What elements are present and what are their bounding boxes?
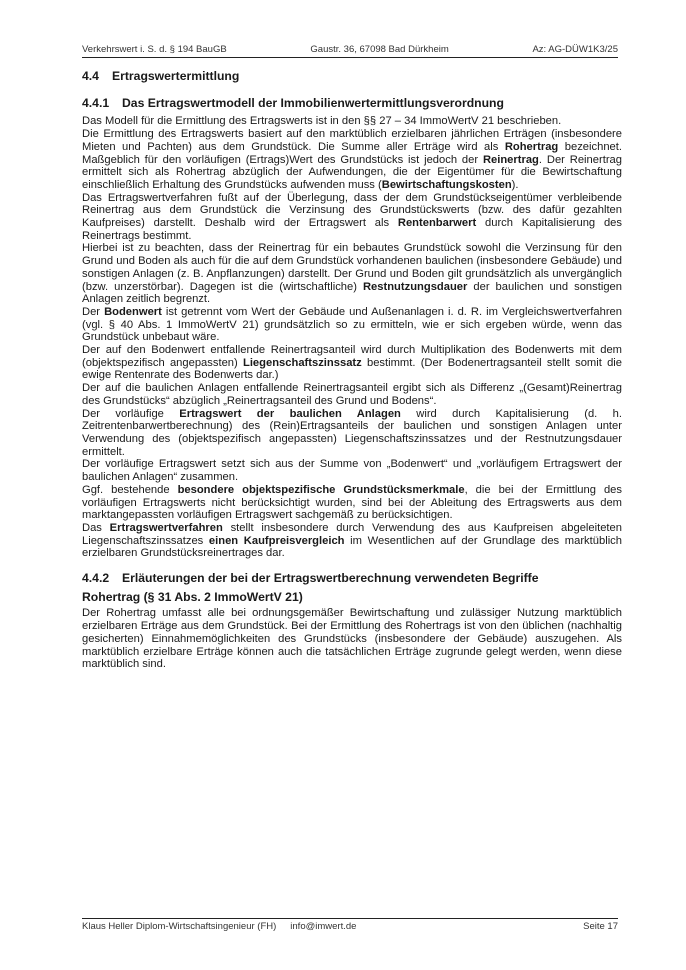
term-heading-rohertrag: Rohertrag (§ 31 Abs. 2 ImmoWertV 21)	[82, 589, 303, 604]
paragraph-9: Der vorläufige Ertragswert setzt sich aus der Summe von „Bodenwert“ und „vorläufigem Ertragswert der baulichen Anlagen“ zusammen.	[82, 458, 622, 484]
paragraph-1: Das Modell für die Ermittlung des Ertragswerts ist in den §§ 27 – 34 ImmoWertV 21 beschrieben.	[82, 115, 562, 128]
text-run: durch Kapitalisierung des Reinertrags bestimmt.	[82, 217, 622, 242]
paragraph-10	[82, 484, 622, 522]
header-left: Verkehrswert i. S. d. § 194 BauGB	[82, 44, 227, 55]
term-liegenschaftszinssatz: Liegenschaftszinssatz	[242, 356, 362, 369]
paragraph-4	[82, 242, 622, 306]
subsection-title-2: Erläuterungen der bei der Ertragswertberechnung verwendeten Begriffe	[122, 571, 539, 586]
text-run: Hierbei ist zu beachten, dass der Reinertrag für ein bebautes Grundstück sowohl die Verzinsung für den Grund und Boden als auch für die auf dem Grundstück vorhandenen baulichen (insbesondere Gebäude) und sonstigen Anlagen (z. B. Anpflanzungen) darstellt. Der Grund und Boden gilt grundsätzlich als unvergänglich (bzw. unzerstörbar). Dagegen ist die (wirtschaftliche)	[82, 242, 622, 293]
text-run: Der	[82, 305, 105, 318]
text-run: im Wesentlichen auf der Grundlage des marktüblich erzielbaren Grundstücksreinertrages dar.	[82, 534, 622, 560]
page-header	[82, 44, 618, 58]
text-run: ist getrennt vom Wert der Gebäude und Außenanlagen i. d. R. im Vergleichswertverfahren (vgl. § 40 Abs. 1 ImmoWertV 21) grundsätzlich so zu ermitteln, wie er sich ergeben würde, wenn das Grundstück unbebaut wäre.	[82, 305, 622, 344]
page-content	[82, 68, 622, 671]
paragraph-12: Der Rohertrag umfasst alle bei ordnungsgemäßer Bewirtschaftung und zulässiger Nutzung marktüblich erzielbaren Erträge aus dem Grundstück. Bei der Ermittlung des Rohertrags ist von den üblichen (nachhaltig gesicherten) Einnahmemöglichkeiten des Grundstücks (insbesondere der Gebäude) auszugehen. Als marktüblich erzielbare Erträge können auch die tatsächlichen Erträge zugrunde gelegt werden, wenn diese marktüblich sind.	[82, 607, 622, 671]
paragraph-6	[82, 344, 622, 382]
term-ertragswertverfahren: Ertragswertverfahren	[109, 521, 223, 534]
subsection-title-1: Das Ertragswertmodell der Immobilienwertermittlungsverordnung	[122, 95, 504, 110]
paragraph-5	[82, 306, 622, 344]
term-rentenbarwert: Rentenbarwert	[397, 217, 477, 230]
paragraph-2	[82, 128, 622, 192]
subsection-number-1: 4.4.1	[82, 95, 110, 110]
footer-email: info@imwert.de	[290, 921, 357, 932]
paragraph-11	[82, 522, 622, 560]
text-run: , die bei der Ermittlung des vorläufigen Ertragswerts nicht berücksichtigt wurden, sind bei der Ableitung des Ertragswerts aus dem marktangepassten vorläufigen Ertragswert sachgemäß zu berücksichtigen.	[82, 483, 622, 522]
text-run: ).	[511, 178, 519, 191]
term-restnutzungsdauer: Restnutzungsdauer	[362, 280, 468, 293]
section-heading	[82, 70, 622, 83]
text-run: wird durch Kapitalisierung (d. h. Zeitrentenbarwertberechnung) des (Rein)Ertragsanteils der baulichen und sonstigen Anlagen unter Verwendung des (objektspezifisch angepassten) Liegenschaftszinssatzes und der Restnutzungsdauer ermittelt.	[82, 407, 622, 458]
header-center: Gaustr. 36, 67098 Bad Dürkheim	[310, 44, 449, 55]
footer-left	[82, 921, 356, 932]
footer-page-number: Seite 17	[583, 921, 618, 932]
term-bewirtschaftungskosten: Bewirtschaftungskosten	[381, 178, 512, 191]
paragraph-8	[82, 408, 622, 459]
term-grundstuecksmerkmale: besondere objektspezifische Grundstücksmerkmale	[177, 483, 465, 496]
term-reinertrag: Reinertrag	[482, 153, 539, 166]
footer-author: Klaus Heller Diplom-Wirtschaftsingenieur (FH)	[82, 921, 277, 932]
paragraph-7: Der auf die baulichen Anlagen entfallende Reinertragsanteil ergibt sich als Differenz „(Gesamt)Reinertrag des Grundstücks“ abzüglich „Reinertragsanteil des Grund und Bodens“.	[82, 382, 622, 407]
header-right: Az: AG-DÜW1K3/25	[532, 44, 618, 55]
term-kaufpreisvergleich: einen Kaufpreisvergleich	[208, 534, 345, 547]
text-run: Der vorläufige	[82, 407, 180, 420]
text-run: Der auf den Bodenwert entfallende Reinertragsanteil wird durch Multiplikation des Bodenwerts mit dem (objektspezifisch angepassten)	[82, 344, 622, 369]
paragraph-3	[82, 192, 622, 243]
term-ertragswert-bauliche-anlagen: Ertragswert der baulichen Anlagen	[179, 407, 401, 420]
text-run: Die Ermittlung des Ertragswerts basiert auf den marktüblich erzielbaren jährlichen Erträgen (insbesondere Mieten und Pachten) aus dem Grundstück. Die Summe aller Erträge wird als	[82, 128, 622, 153]
text-run: der baulichen und sonstigen Anlagen zeitlich begrenzt.	[82, 280, 622, 306]
section-title: Ertragswertermittlung	[112, 69, 240, 83]
text-run: bestimmt. (Der Bodenertragsanteil stellt somit die ewige Rentenrate des Bodenwerts dar.)	[82, 356, 622, 382]
text-run: . Der Reinertrag ermittelt sich als Rohertrag abzüglich der Aufwendungen, die der Eigentümer für die Bewirtschaftung einschließlich Erhaltung des Grundstücks aufwenden muss (	[82, 153, 622, 191]
section-number: 4.4	[82, 69, 99, 83]
text-run: Das Ertragswertverfahren fußt auf der Überlegung, dass der dem Grundstückseigentümer verbleibende Reinertrag aus dem Grundstück die Verzinsung des Grundstückswerts (bzw. des dafür gezahlten Kaufpreises) darstellt. Deshalb wird der Ertragswert als	[82, 191, 622, 230]
term-rohertrag: Rohertrag	[504, 140, 559, 153]
text-run: stellt insbesondere durch Verwendung des aus Kaufpreisen abgeleiteten Liegenschaftszinssatzes	[82, 521, 622, 547]
term-bodenwert: Bodenwert	[104, 305, 162, 318]
subsection-heading-2	[82, 572, 622, 585]
text-run: Das	[82, 521, 110, 534]
subsection-heading-1	[82, 97, 622, 110]
subsection-number-2: 4.4.2	[82, 571, 110, 586]
text-run: bezeichnet. Maßgeblich für den vorläufigen (Ertrags)Wert des Grundstücks ist jedoch der	[82, 140, 622, 166]
text-run: Ggf. bestehende	[82, 483, 178, 496]
page-footer	[82, 918, 618, 932]
